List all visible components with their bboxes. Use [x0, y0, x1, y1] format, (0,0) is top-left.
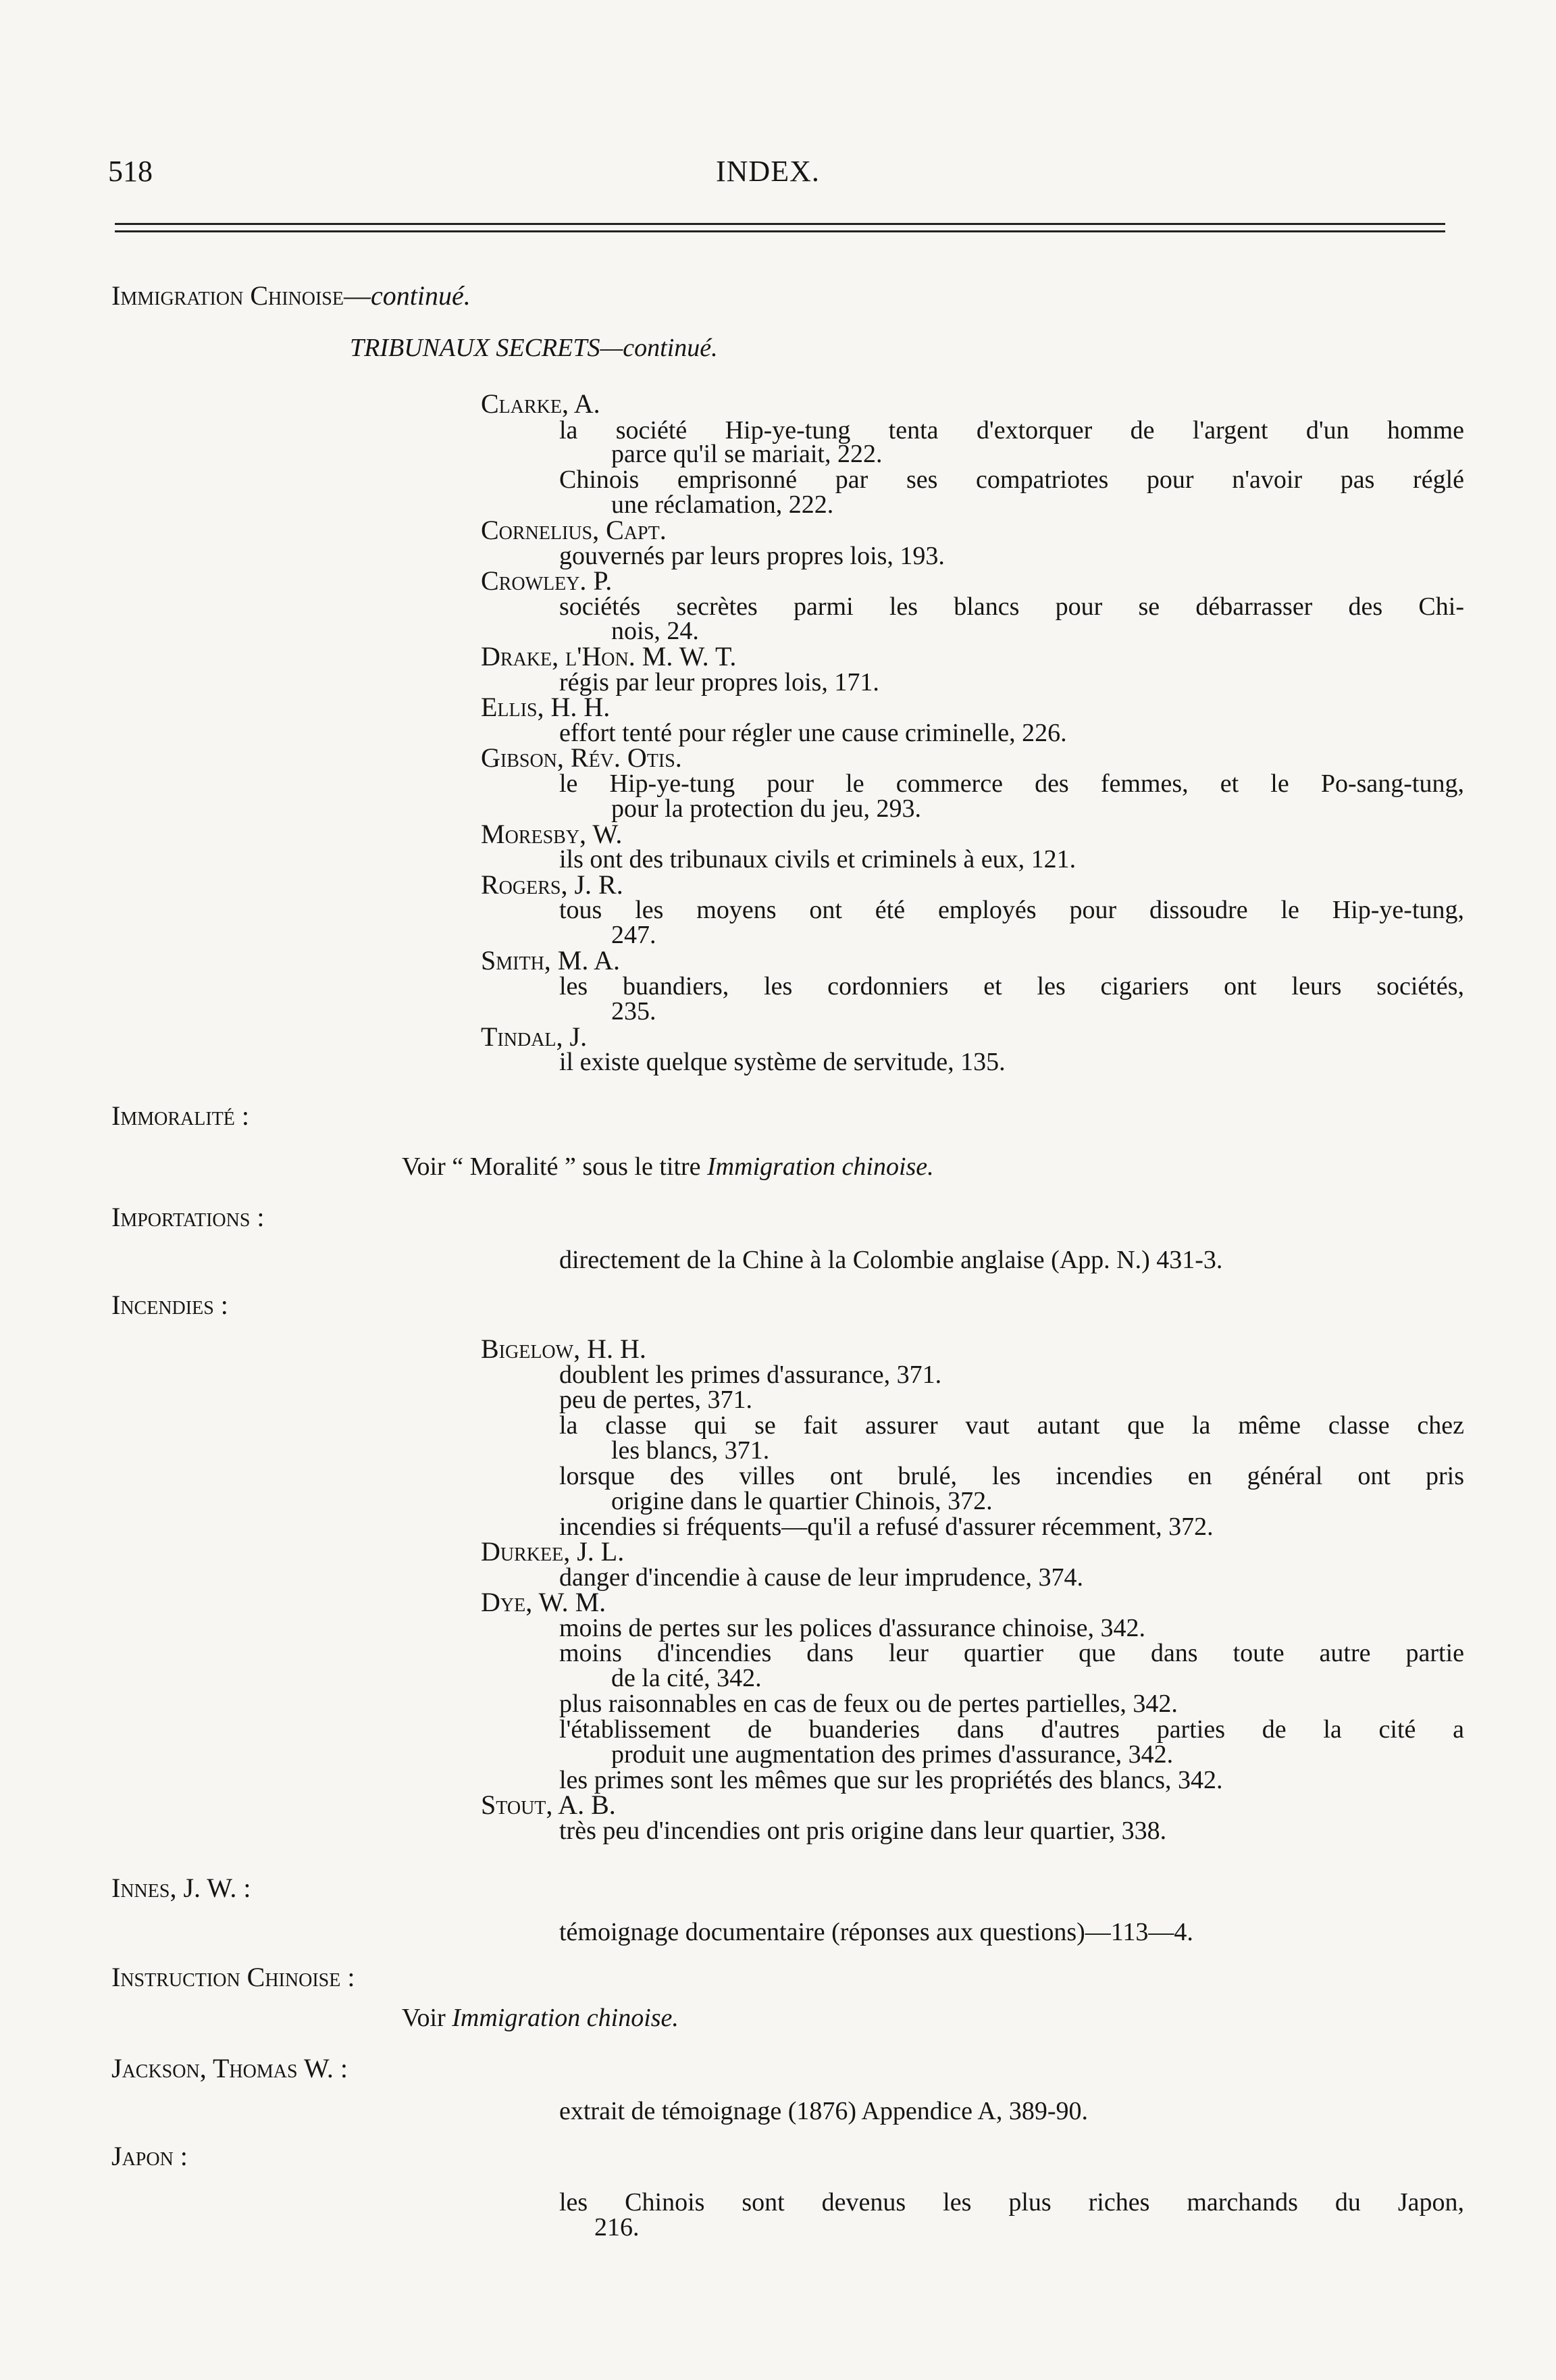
- text-line: peu de pertes, 371.: [559, 1386, 752, 1414]
- text-line: le Hip-ye-tung pour le commerce des femmes, et le Po-sang-tung,: [559, 769, 1464, 798]
- text-line: très peu d'incendies ont pris origine dans leur quartier, 338.: [559, 1817, 1167, 1845]
- witness-crowley: Crowley. P.: [481, 565, 613, 596]
- text-line: effort tenté pour régler une cause criminelle, 226.: [559, 719, 1067, 747]
- entry-heading-incendies: Incendies :: [111, 1290, 228, 1320]
- text-line: ils ont des tribunaux civils et criminels à eux, 121.: [559, 845, 1077, 873]
- witness-drake: Drake, l'Hon. M. W. T.: [481, 641, 737, 672]
- running-title: INDEX.: [716, 155, 820, 188]
- entry-heading-innes: Innes, J. W. :: [111, 1873, 251, 1903]
- witness-dye: Dye, W. M.: [481, 1587, 606, 1617]
- page-number: 518: [108, 155, 153, 188]
- text-line: sociétés secrètes parmi les blancs pour se débarrasser des Chi-: [559, 592, 1464, 621]
- text-line: une réclamation, 222.: [611, 490, 834, 519]
- text-line: régis par leur propres lois, 171.: [559, 668, 879, 697]
- text-line: incendies si fréquents—qu'il a refusé d'assurer récemment, 372.: [559, 1513, 1214, 1541]
- text-line: produit une augmentation des primes d'assurance, 342.: [611, 1740, 1174, 1769]
- text-line: lorsque des villes ont brulé, les incendies en général ont pris: [559, 1462, 1464, 1490]
- text-line: moins de pertes sur les polices d'assurance chinoise, 342.: [559, 1614, 1145, 1642]
- text-line: les primes sont les mêmes que sur les propriétés des blancs, 342.: [559, 1766, 1223, 1794]
- witness-bigelow: Bigelow, H. H.: [481, 1334, 646, 1364]
- text-line: 235.: [611, 997, 656, 1026]
- entry-heading-japon: Japon :: [111, 2141, 188, 2171]
- text-line: témoignage documentaire (réponses aux questions)—113—4.: [559, 1918, 1193, 1946]
- text-line: il existe quelque système de servitude, 135.: [559, 1048, 1006, 1076]
- text-line: les blancs, 371.: [611, 1436, 770, 1465]
- entry-heading-jackson: Jackson, Thomas W. :: [111, 2053, 348, 2083]
- text-line: danger d'incendie à cause de leur imprudence, 374.: [559, 1563, 1084, 1592]
- text-line: 247.: [611, 921, 656, 949]
- entry-heading-instruction: Instruction Chinoise :: [111, 1962, 355, 1992]
- witness-rogers: Rogers, J. R.: [481, 869, 623, 900]
- header-rule-bottom: [115, 230, 1445, 232]
- text-line: 216.: [594, 2213, 640, 2242]
- text-line: moins d'incendies dans leur quartier que dans toute autre partie: [559, 1639, 1464, 1667]
- page-header: [108, 154, 1452, 195]
- text-line: la classe qui se fait assurer vaut autant que la même classe chez: [559, 1411, 1464, 1440]
- text-line: doublent les primes d'assurance, 371.: [559, 1361, 942, 1389]
- text-line: origine dans le quartier Chinois, 372.: [611, 1487, 993, 1515]
- text-line: nois, 24.: [611, 617, 699, 645]
- text-line: parce qu'il se mariait, 222.: [611, 440, 883, 468]
- entry-heading-immigration: Immigration Chinoise—continué.: [111, 280, 471, 311]
- text-line: plus raisonnables en cas de feux ou de pertes partielles, 342.: [559, 1690, 1178, 1718]
- cross-reference: Voir Immigration chinoise.: [402, 2004, 679, 2032]
- text-line: directement de la Chine à la Colombie anglaise (App. N.) 431-3.: [559, 1246, 1223, 1274]
- witness-tindal: Tindal, J.: [481, 1021, 588, 1052]
- witness-moresby: Moresby, W.: [481, 819, 623, 849]
- text-line: Chinois emprisonné par ses compatriotes pour n'avoir pas réglé: [559, 465, 1464, 494]
- text-line: gouvernés par leurs propres lois, 193.: [559, 542, 945, 570]
- text-line: extrait de témoignage (1876) Appendice A, 389-90.: [559, 2097, 1089, 2125]
- witness-cornelius: Cornelius, Capt.: [481, 515, 667, 545]
- witness-gibson: Gibson, Rév. Otis.: [481, 742, 682, 773]
- text-line: les buandiers, les cordonniers et les cigariers ont leurs sociétés,: [559, 972, 1464, 1001]
- cross-reference: Voir “ Moralité ” sous le titre Immigration chinoise.: [402, 1153, 934, 1181]
- entry-heading-immoralite: Immoralité :: [111, 1100, 249, 1131]
- text-line: pour la protection du jeu, 293.: [611, 794, 922, 823]
- text-line: tous les moyens ont été employés pour dissoudre le Hip-ye-tung,: [559, 896, 1464, 924]
- text-line: la société Hip-ye-tung tenta d'extorquer de l'argent d'un homme: [559, 416, 1464, 445]
- header-rule-top: [115, 223, 1445, 225]
- subheading-tribunaux-secrets: TRIBUNAUX SECRETS—continué.: [350, 334, 718, 362]
- text-line: de la cité, 342.: [611, 1664, 762, 1692]
- text-line: l'établissement de buanderies dans d'autres parties de la cité a: [559, 1715, 1464, 1744]
- witness-ellis: Ellis, H. H.: [481, 692, 611, 722]
- witness-durkee: Durkee, J. L.: [481, 1536, 625, 1567]
- witness-smith: Smith, M. A.: [481, 945, 621, 976]
- text-line: les Chinois sont devenus les plus riches marchands du Japon,: [559, 2188, 1464, 2217]
- witness-stout: Stout, A. B.: [481, 1790, 616, 1820]
- witness-clarke: Clarke, A.: [481, 388, 600, 419]
- entry-heading-importations: Importations :: [111, 1202, 265, 1232]
